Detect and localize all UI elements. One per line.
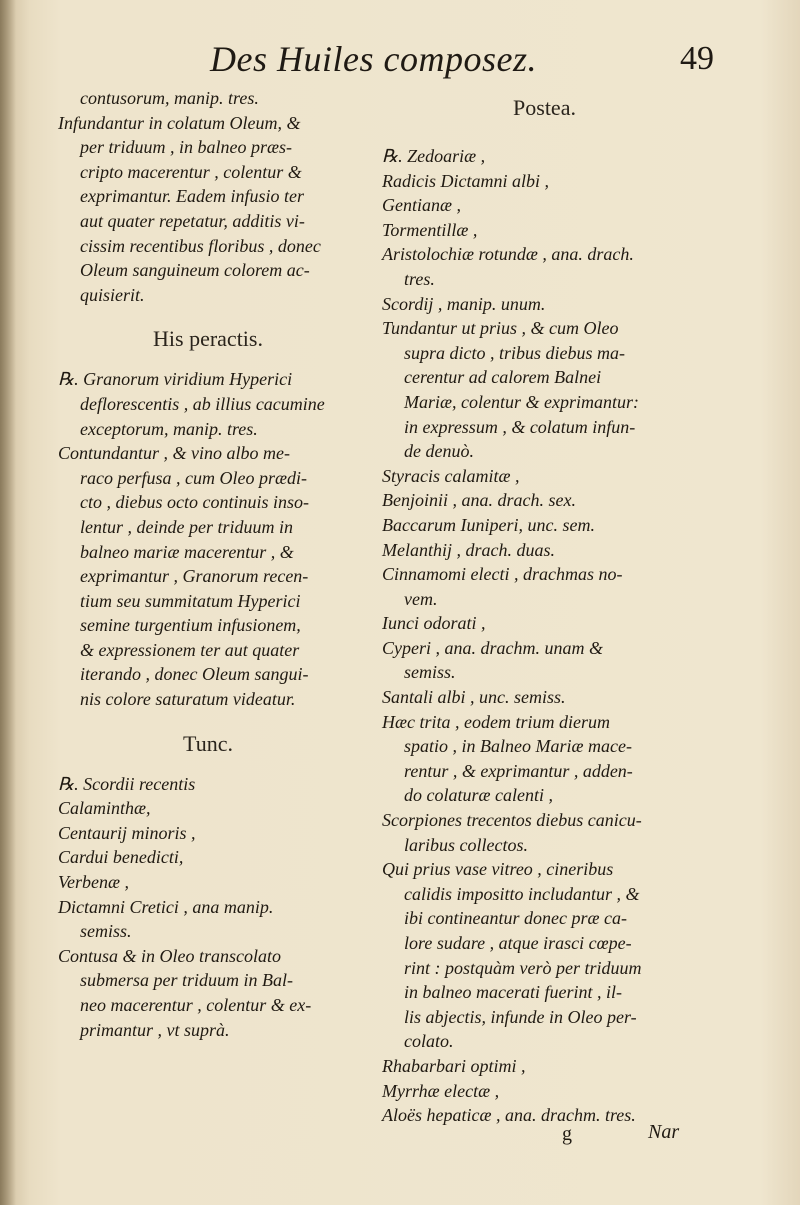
text-line: Verbenæ , <box>58 872 129 893</box>
text-line: rint : postquàm verò per triduum <box>404 957 642 978</box>
text-line: do colaturæ calenti , <box>404 785 553 806</box>
text-line: spatio , in Balneo Mariæ mace- <box>404 736 632 757</box>
text-line: Baccarum Iuniperi, unc. sem. <box>382 514 595 535</box>
text-line: Cyperi , ana. drachm. unam & <box>382 637 603 658</box>
section-heading-his-peractis: His peractis. <box>153 326 263 352</box>
text-line: ℞. Scordii recentis <box>58 773 196 794</box>
text-line: Oleum sanguineum colorem ac- <box>80 260 310 281</box>
text-line: vem. <box>404 588 438 609</box>
text-line: quisierit. <box>80 284 145 305</box>
text-line: Benjoinii , ana. drach. sex. <box>382 490 576 511</box>
text-line: Mariæ, colentur & exprimantur: <box>404 391 639 412</box>
text-line: calidis impositto includantur , & <box>404 883 640 904</box>
text-line: cripto macerentur , colentur & <box>80 161 302 182</box>
signature-mark: g <box>562 1123 572 1145</box>
text-line: colato. <box>404 1031 454 1052</box>
text-line: laribus collectos. <box>404 834 528 855</box>
text-line: semiss. <box>404 662 456 683</box>
binding-shadow <box>0 0 16 1205</box>
text-line: Radicis Dictamni albi , <box>382 170 549 191</box>
left-block-2 <box>58 367 358 711</box>
text-line: cerentur ad calorem Balnei <box>404 367 602 388</box>
text-line: exprimantur. Eadem infusio ter <box>80 186 304 207</box>
text-line: Contusa & in Oleo transcolato <box>58 945 282 966</box>
right-block <box>382 144 707 1128</box>
text-line: in balneo macerati fuerint , il- <box>404 982 622 1003</box>
text-line: Hæc trita , eodem trium dierum <box>382 711 610 732</box>
text-line: cto , diebus octo continuis inso- <box>80 492 309 513</box>
text-line: Iunci odorati , <box>382 613 486 634</box>
text-line: tres. <box>404 268 435 289</box>
text-line: Aristolochiæ rotundæ , ana. drach. <box>382 244 634 265</box>
text-line: semiss. <box>80 921 132 942</box>
text-line: Gentianæ , <box>382 195 461 216</box>
text-line: nis colore saturatum videatur. <box>80 689 296 710</box>
section-heading-postea: Postea. <box>513 95 576 120</box>
text-line: deflorescentis , ab illius cacumine <box>80 393 325 414</box>
text-line: neo macerentur , colentur & ex- <box>80 995 312 1015</box>
text-line: Tormentillæ , <box>382 219 478 240</box>
text-line: raco perfusa , cum Oleo prædi- <box>80 467 307 488</box>
text-line: Infundantur in colatum Oleum, & <box>58 112 301 133</box>
text-line: Aloës hepaticæ , ana. drachm. tres. <box>382 1105 636 1126</box>
text-line: semine turgentium infusionem, <box>80 615 301 636</box>
right-column <box>382 86 707 1128</box>
text-line: aut quater repetatur, additis vi- <box>80 210 305 231</box>
text-line: Melanthij , drach. duas. <box>382 539 555 560</box>
text-line: de denuò. <box>404 441 474 462</box>
text-line: exceptorum, manip. tres. <box>80 418 258 439</box>
text-line: lis abjectis, infunde in Oleo per- <box>404 1006 637 1027</box>
text-line: in expressum , & colatum infun- <box>404 416 636 437</box>
text-line: balneo mariæ macerentur , & <box>80 541 294 562</box>
text-line: per triduum , in balneo præs- <box>80 137 293 158</box>
page-number: 49 <box>680 40 714 77</box>
text-line: rentur , & exprimantur , adden- <box>404 760 633 781</box>
text-line: contusorum, manip. tres. <box>80 88 259 108</box>
text-line: Contundantur , & vino albo me- <box>58 443 290 464</box>
text-line: Tundantur ut prius , & cum Oleo <box>382 318 619 339</box>
text-line: iterando , donec Oleum sangui- <box>80 664 309 685</box>
text-line: primantur , vt suprà. <box>80 1019 230 1040</box>
section-heading-tunc: Tunc. <box>183 730 233 756</box>
text-line: Cinnamomi electi , drachmas no- <box>382 564 623 585</box>
text-line: Qui prius vase vitreo , cineribus <box>382 859 614 880</box>
text-line: Scorpiones trecentos diebus canicu- <box>382 810 642 831</box>
text-line: ℞. Zedoariæ , <box>382 146 486 166</box>
text-line: Calaminthæ, <box>58 798 151 819</box>
running-head: Des Huiles composez. <box>210 39 537 79</box>
text-line: Styracis calamitæ , <box>382 465 520 486</box>
text-line: tium seu summitatum Hyperici <box>80 590 301 611</box>
text-line: ibi contineantur donec præ ca- <box>404 908 627 929</box>
text-line: Cardui benedicti, <box>58 847 184 868</box>
text-line: exprimantur , Granorum recen- <box>80 566 309 587</box>
left-column <box>58 86 358 1042</box>
text-line: ℞. Granorum viridium Hyperici <box>58 369 293 390</box>
text-line: Dictamni Cretici , ana manip. <box>58 896 274 917</box>
text-line: & expressionem ter aut quater <box>80 639 300 660</box>
text-line: Santali albi , unc. semiss. <box>382 687 566 708</box>
left-block-3 <box>58 772 358 1043</box>
text-line: Myrrhæ electæ , <box>382 1080 500 1101</box>
text-line: cissim recentibus floribus , donec <box>80 235 321 256</box>
text-line: lore sudare , atque irasci cœpe- <box>404 933 632 953</box>
text-line: submersa per triduum in Bal- <box>80 970 293 991</box>
text-line: supra dicto , tribus diebus ma- <box>404 342 626 363</box>
left-block-1 <box>58 86 358 307</box>
catchword: Nar <box>648 1121 680 1143</box>
text-line: Rhabarbari optimi , <box>382 1055 526 1076</box>
text-line: Scordij , manip. unum. <box>382 293 546 314</box>
text-line: lentur , deinde per triduum in <box>80 516 293 537</box>
text-line: Centaurij minoris , <box>58 822 196 843</box>
